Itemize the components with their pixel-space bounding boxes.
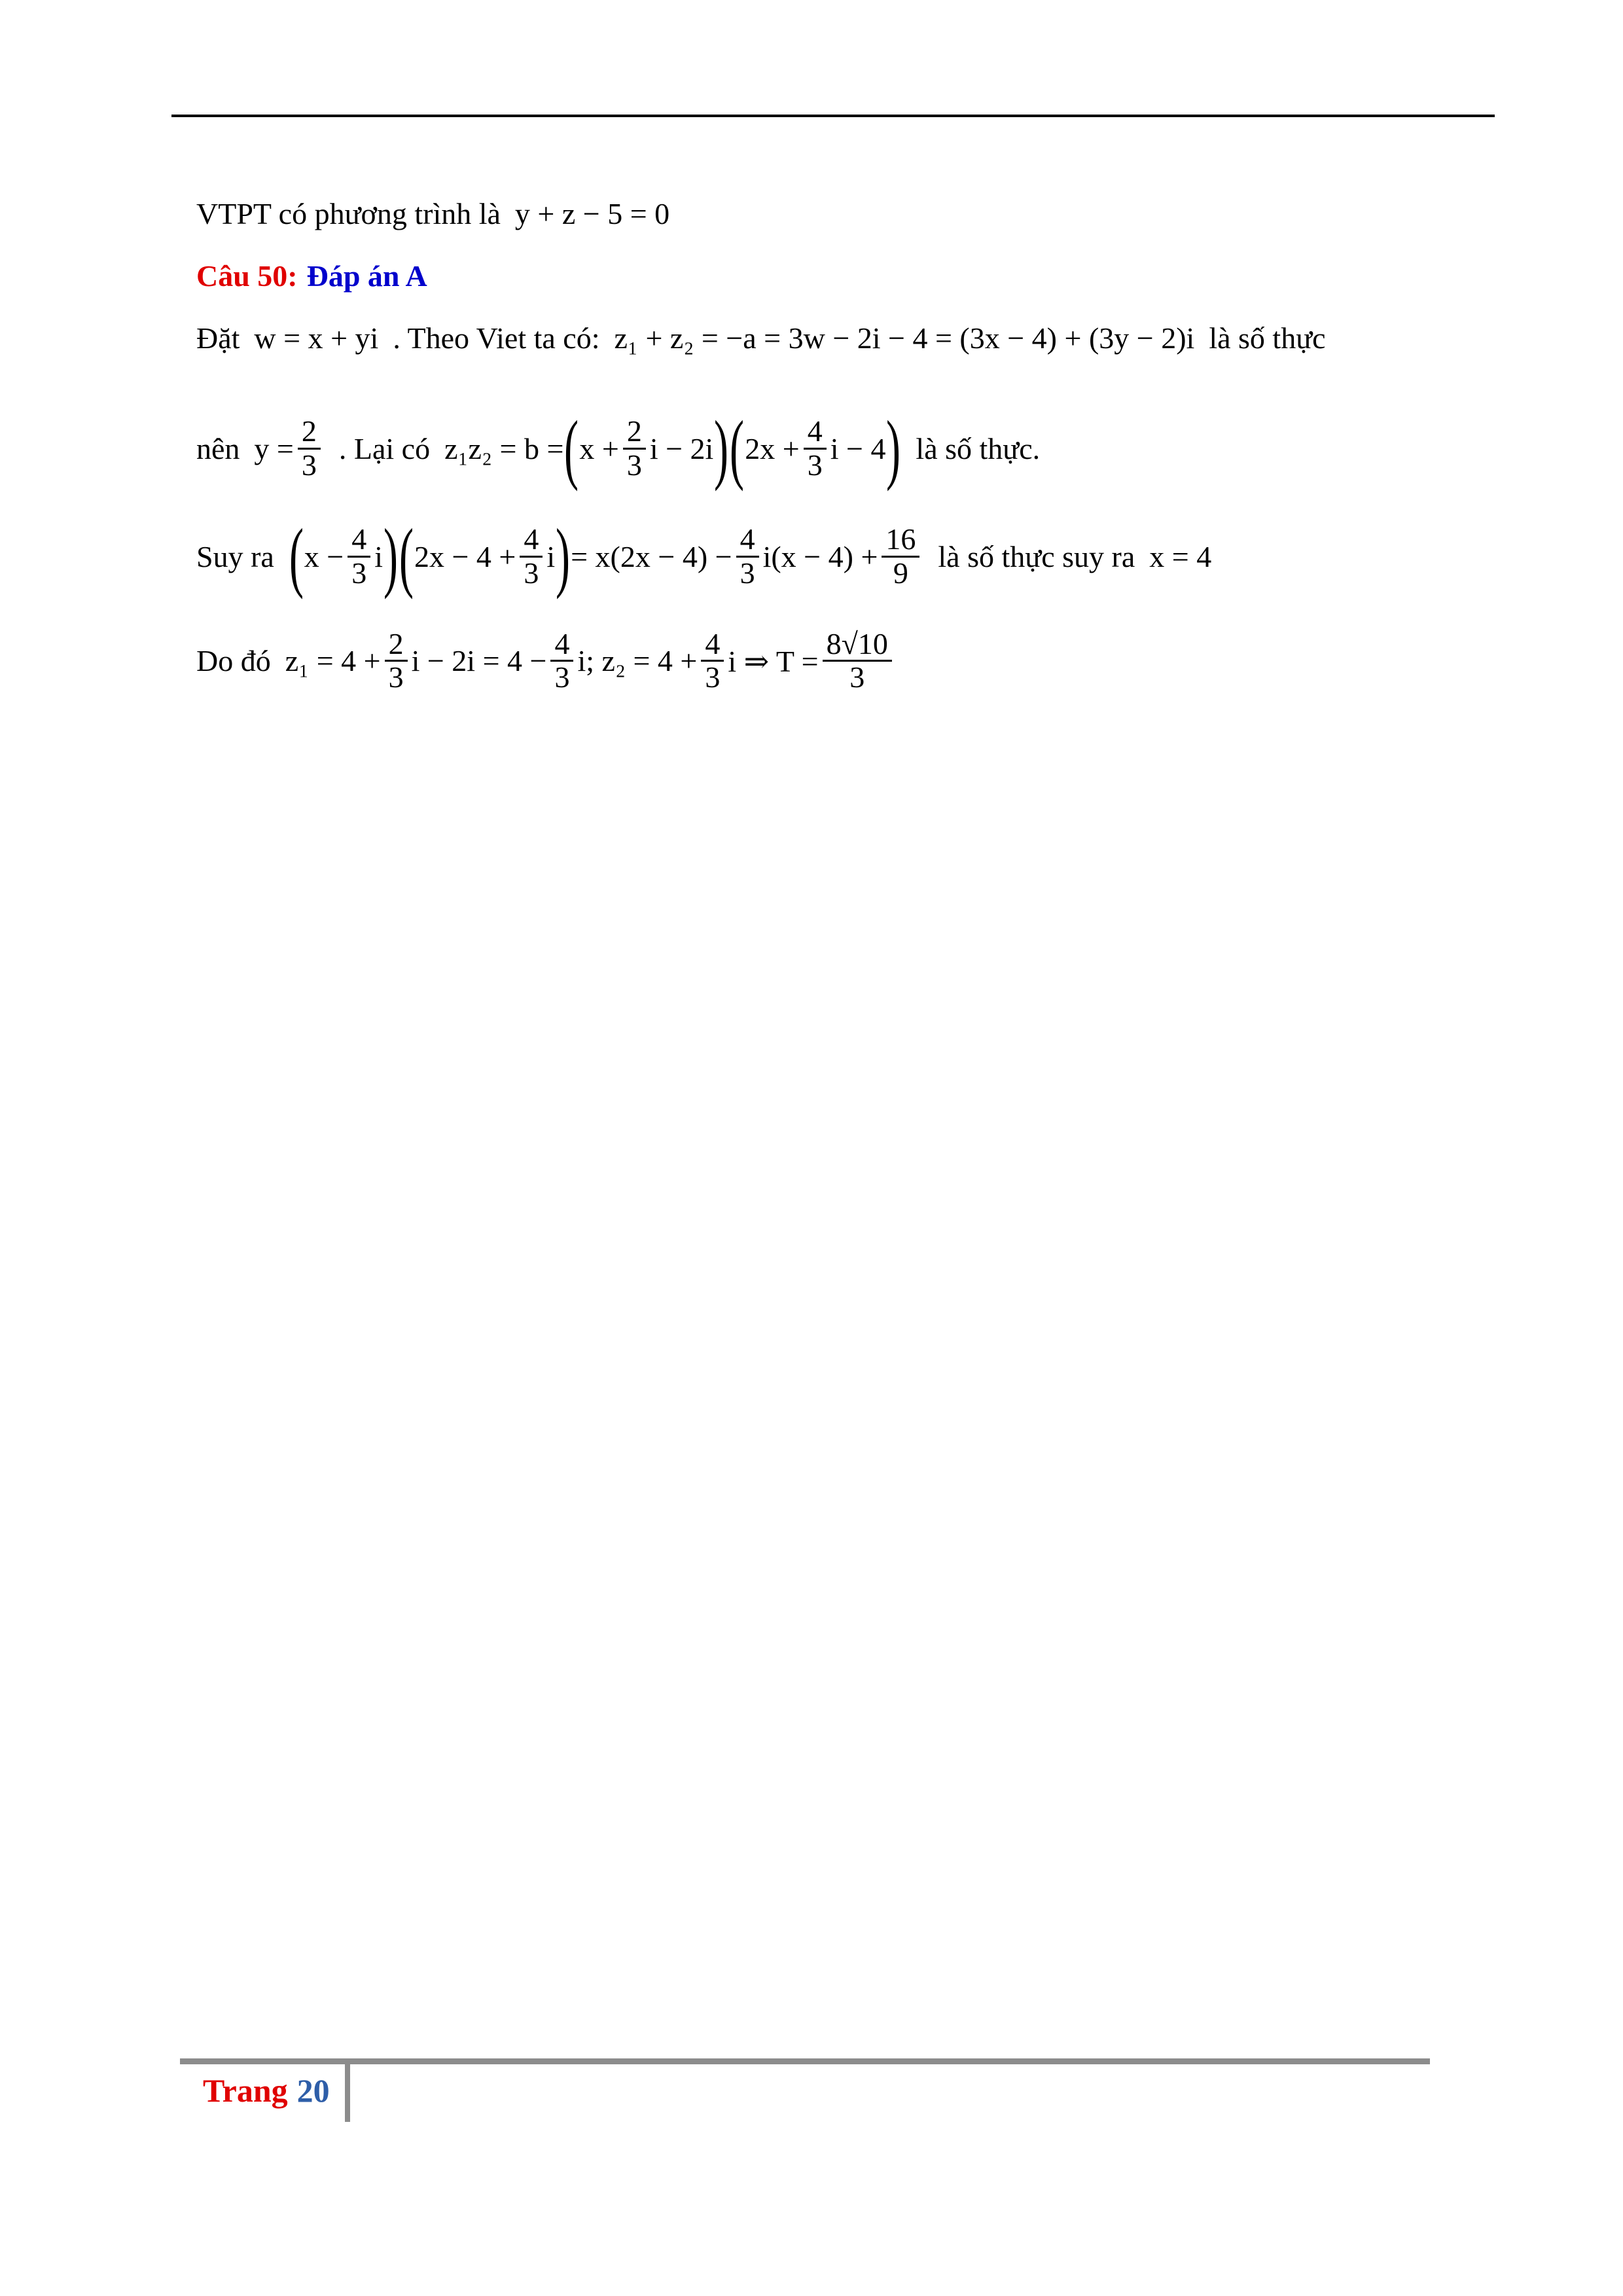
numerator: 16 xyxy=(882,524,919,557)
math-part: i − 2i = 4 − xyxy=(411,644,547,678)
fraction xyxy=(804,416,827,481)
line-vtpt xyxy=(196,196,684,231)
text: . Theo Viet ta có: xyxy=(393,321,600,355)
line-nen xyxy=(196,404,1041,492)
equation xyxy=(444,404,901,492)
numerator: 4 xyxy=(520,524,543,557)
text: Suy ra xyxy=(196,539,274,573)
fraction xyxy=(701,628,724,694)
paren: ( xyxy=(730,404,745,492)
footer-rule xyxy=(180,2058,1430,2064)
paren: ( xyxy=(399,512,414,600)
denominator: 3 xyxy=(740,556,755,590)
math-part: i(x − 4) + xyxy=(762,539,878,573)
fraction xyxy=(520,524,543,589)
paren: ( xyxy=(289,512,304,600)
math-part: z₁ = 4 + xyxy=(285,644,381,678)
equation xyxy=(254,416,324,481)
paren: ( xyxy=(564,404,579,492)
text: nên xyxy=(196,431,240,465)
math-part: 2x − 4 + xyxy=(414,539,516,573)
math-part: x + xyxy=(579,431,619,465)
fraction xyxy=(550,628,573,694)
math-part: x − xyxy=(304,539,344,573)
footer-divider xyxy=(345,2062,350,2122)
numerator: 2 xyxy=(298,416,321,449)
fraction xyxy=(623,416,646,481)
fraction xyxy=(823,628,892,694)
fraction xyxy=(298,416,321,481)
denominator: 9 xyxy=(893,556,908,590)
text: Đặt xyxy=(196,321,240,355)
question-heading xyxy=(196,259,427,293)
page-footer xyxy=(203,2072,330,2109)
line-dat xyxy=(196,321,1326,355)
text: là số thực. xyxy=(916,431,1041,465)
fraction xyxy=(385,628,408,694)
equation: z₁ + z₂ = −a = 3w − 2i − 4 = (3x − 4) + (3y − 2)i xyxy=(614,321,1195,355)
numerator: 4 xyxy=(550,628,573,662)
numerator: 8√10 xyxy=(823,628,892,662)
math-part: = x(2x − 4) − xyxy=(571,539,732,573)
denominator: 3 xyxy=(524,556,539,590)
equation xyxy=(289,512,924,600)
math-part: i − 2i xyxy=(649,431,714,465)
equation xyxy=(285,628,896,694)
answer-label: Đáp án A xyxy=(306,259,427,293)
paren: ) xyxy=(886,404,901,492)
math-part: i xyxy=(374,539,383,573)
equation: y + z − 5 = 0 xyxy=(514,197,670,230)
denominator: 3 xyxy=(705,660,721,694)
equation: x = 4 xyxy=(1149,539,1212,573)
numerator: 4 xyxy=(348,524,370,557)
equation: w = x + yi xyxy=(254,321,379,355)
text: Do đó xyxy=(196,644,271,678)
fraction xyxy=(348,524,370,589)
denominator: 3 xyxy=(554,660,570,694)
line-suy-ra xyxy=(196,512,1226,600)
math-part: y = xyxy=(254,431,294,465)
text: . Lại có xyxy=(338,431,431,465)
denominator: 3 xyxy=(388,660,404,694)
paren: ) xyxy=(556,512,571,600)
math-part: 2x + xyxy=(745,431,800,465)
numerator: 2 xyxy=(385,628,408,662)
math-part: z₁z₂ = b = xyxy=(444,431,564,465)
numerator: 4 xyxy=(701,628,724,662)
math-part: i xyxy=(546,539,556,573)
fraction xyxy=(736,524,759,589)
page-label: Trang xyxy=(203,2072,288,2109)
fraction xyxy=(882,524,919,589)
numerator: 4 xyxy=(736,524,759,557)
math-part: i − 4 xyxy=(830,431,886,465)
header-rule xyxy=(171,115,1495,117)
denominator: 3 xyxy=(807,448,823,482)
denominator: 3 xyxy=(626,448,642,482)
paren: ) xyxy=(383,512,399,600)
math-part: i; z₂ = 4 + xyxy=(577,644,698,678)
numerator: 2 xyxy=(623,416,646,449)
numerator: 4 xyxy=(804,416,827,449)
text: là số thực suy ra xyxy=(938,539,1135,573)
page-number: 20 xyxy=(296,2072,330,2109)
denominator: 3 xyxy=(301,448,317,482)
line-do-do xyxy=(196,628,910,694)
denominator: 3 xyxy=(351,556,367,590)
paren: ) xyxy=(714,404,729,492)
math-part: i ⇒ T = xyxy=(728,644,819,678)
text: VTPT có phương trình là xyxy=(196,197,501,230)
question-label: Câu 50: xyxy=(196,259,298,293)
text: là số thực xyxy=(1209,321,1326,355)
denominator: 3 xyxy=(849,660,865,694)
